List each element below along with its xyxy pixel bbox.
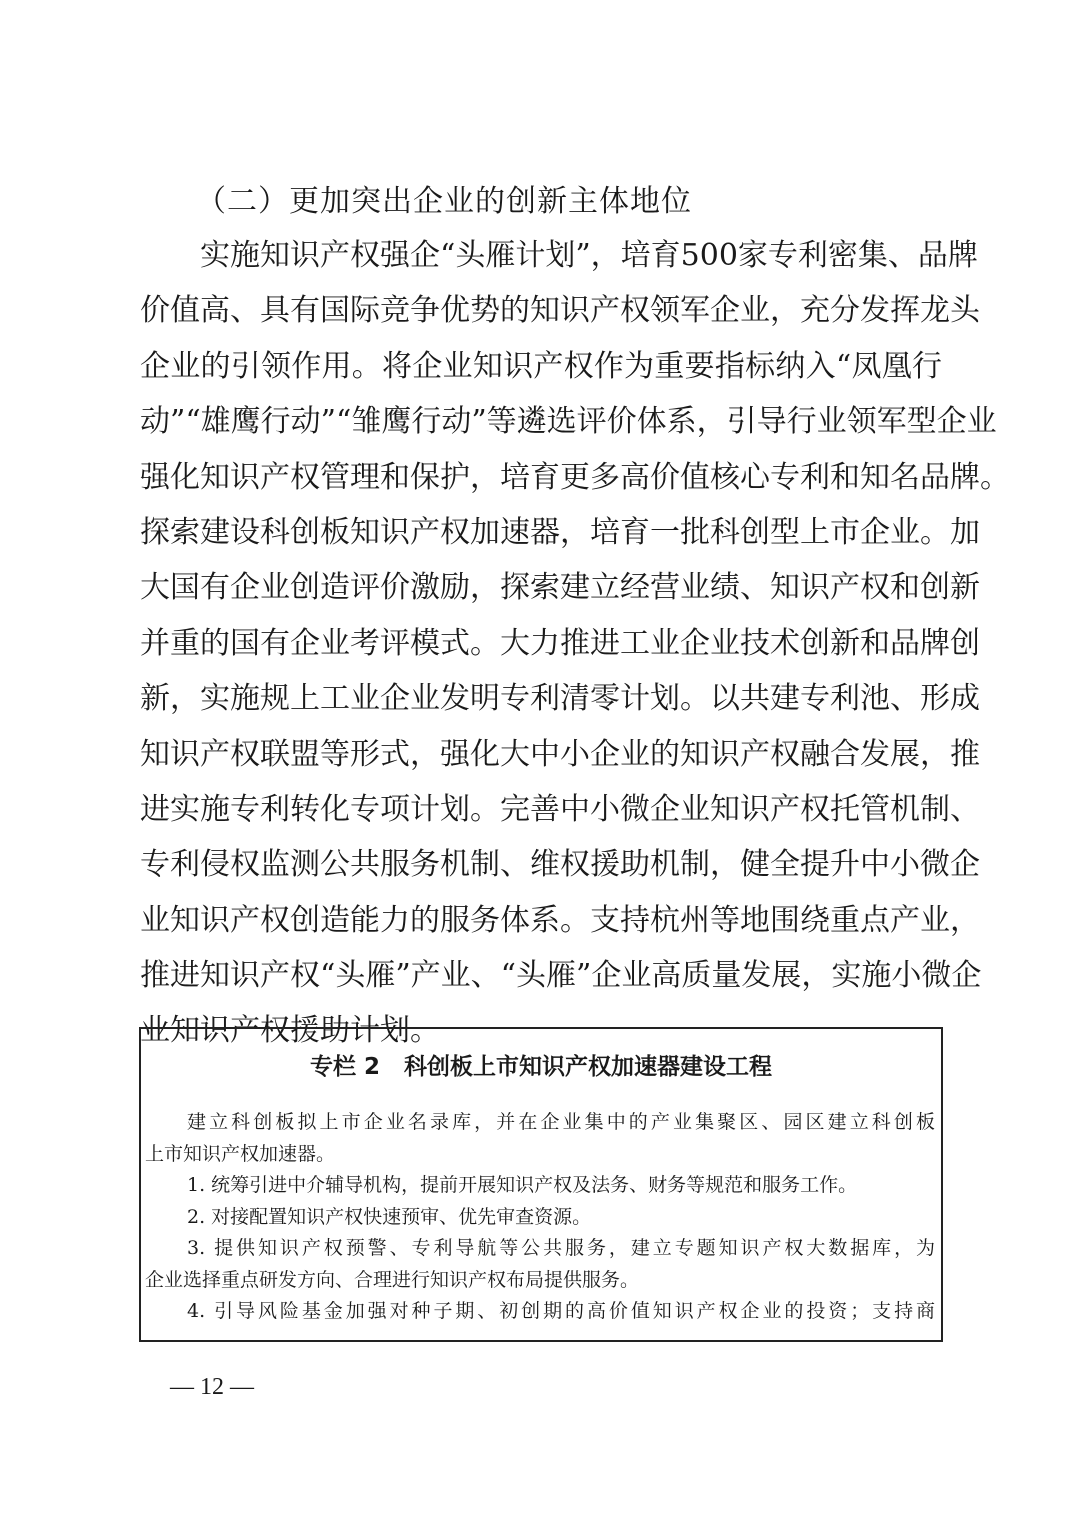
column-line: 上市知识产权加速器。	[145, 1142, 336, 1165]
paragraph-line: 价值高、具有国际竞争优势的知识产权领军企业，充分发挥龙头	[140, 293, 980, 329]
column-title	[141, 1049, 941, 1085]
paragraph-line: 推进知识产权“头雁”产业、“头雁”企业高质量发展，实施小微企	[140, 958, 982, 994]
column-line: 2. 对接配置知识产权快速预审、优先审查资源。	[187, 1205, 592, 1228]
paragraph-line: 实施知识产权强企“头雁计划”，培育500家专利密集、品牌	[200, 238, 978, 273]
paragraph-line: 动”“雄鹰行动”“雏鹰行动”等遴选评价体系，引导行业领军型企业	[140, 404, 997, 440]
body-paragraph	[140, 228, 1010, 1059]
paragraph-line: 企业的引领作用。将企业知识产权作为重要指标纳入“凤凰行	[140, 348, 942, 384]
section-heading: （二）更加突出企业的创新主体地位	[196, 184, 692, 219]
column-line: 4. 引导风险基金加强对种子期、初创期的高价值知识产权企业的投资；支持商	[187, 1300, 935, 1322]
column-line: 1. 统筹引进中介辅导机构，提前开展知识产权及法务、财务等规范和服务工作。	[187, 1174, 858, 1196]
column-line: 3. 提供知识产权预警、专利导航等公共服务，建立专题知识产权大数据库，为	[187, 1237, 935, 1259]
paragraph-line: 大国有企业创造评价激励，探索建立经营业绩、知识产权和创新	[140, 570, 980, 606]
paragraph-line: 知识产权联盟等形式，强化大中小企业的知识产权融合发展，推	[140, 736, 980, 772]
page-number: — 12 —	[170, 1374, 254, 1400]
paragraph-line: 进实施专利转化专项计划。完善中小微企业知识产权托管机制、	[140, 791, 980, 827]
paragraph-line: 探索建设科创板知识产权加速器，培育一批科创型上市企业。加	[140, 514, 980, 550]
column-box	[139, 1027, 943, 1342]
paragraph-line: 业知识产权创造能力的服务体系。支持杭州等地围绕重点产业，	[140, 902, 980, 938]
paragraph-line: 业知识产权援助计划。	[140, 1013, 440, 1049]
column-label: 专栏 2	[309, 1054, 380, 1080]
paragraph-line: 强化知识产权管理和保护，培育更多高价值核心专利和知名品牌。	[140, 459, 1010, 495]
column-title-text: 科创板上市知识产权加速器建设工程	[404, 1054, 772, 1080]
column-body	[145, 1107, 935, 1328]
column-line: 企业选择重点研发方向、合理进行知识产权布局提供服务。	[145, 1268, 640, 1291]
paragraph-line: 新，实施规上工业企业发明专利清零计划。以共建专利池、形成	[140, 681, 980, 717]
column-line: 建立科创板拟上市企业名录库，并在企业集中的产业集聚区、园区建立科创板	[187, 1111, 935, 1133]
paragraph-line: 专利侵权监测公共服务机制、维权援助机制，健全提升中小微企	[140, 847, 980, 883]
paragraph-line: 并重的国有企业考评模式。大力推进工业企业技术创新和品牌创	[140, 625, 980, 661]
